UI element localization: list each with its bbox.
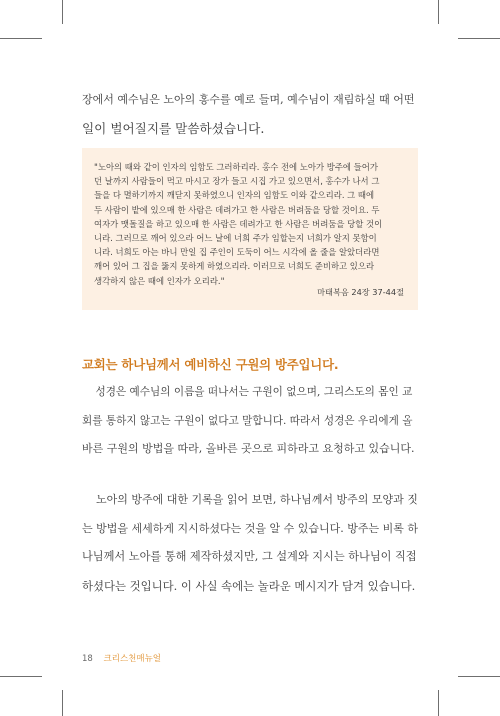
crop-mark: [62, 690, 63, 716]
crop-mark: [0, 38, 42, 39]
text-line: 나님께서 노아를 통해 제작하셨지만, 그 설계와 지시는 하나님이 직접: [82, 550, 417, 563]
quote-line: "노아의 때와 같이 인자의 임함도 그러하리라. 홍수 전에 노아가 방주에 들어가: [94, 162, 378, 172]
quote-line: 던 날까지 사람들이 먹고 마시고 장가 들고 시집 가고 있으면서, 홍수가 나서 그: [94, 176, 380, 187]
text-line: 바른 구원의 방법을 따라, 올바른 곳으로 피하라고 요청하고 있습니다.: [82, 442, 415, 455]
crop-mark: [458, 676, 500, 677]
text-line: 하셨다는 것입니다. 이 사실 속에는 놀라운 메시지가 담겨 있습니다.: [82, 578, 416, 593]
scripture-quote-box: [82, 148, 418, 310]
page-number: 18: [82, 654, 93, 664]
text-line: 성경은 예수님의 이름을 떠나서는 구원이 없으며, 그리스도의 몸인 교: [82, 386, 413, 398]
scripture-reference: 마태복음 24장 37-44절: [317, 287, 404, 297]
text-line: 회를 통하지 않고는 구원이 없다고 말합니다. 따라서 성경은 우리에게 올: [82, 414, 413, 427]
text-line: 장에서 예수님은 노아의 홍수를 예로 들며, 예수님이 재림하실 때 어떤: [82, 93, 415, 106]
quote-line: 들을 다 멸하기까지 깨닫지 못하였으니 인자의 임함도 이와 같으리라. 그 때에: [94, 190, 375, 201]
crop-mark: [438, 0, 439, 24]
body-paragraph-salvation: [82, 378, 418, 464]
text-line: 노아의 방주에 대한 기록을 읽어 보면, 하나님께서 방주의 모양과 짓: [82, 493, 418, 506]
body-paragraph-intro: [82, 86, 418, 143]
section-heading: 교회는 하나님께서 예비하신 구원의 방주입니다.: [82, 357, 339, 372]
quote-line: 생각하지 않은 때에 인자가 오리라.": [94, 275, 225, 286]
crop-mark: [0, 676, 42, 677]
crop-mark: [438, 690, 439, 716]
text-line: 는 방법을 세세하게 지시하셨다는 것을 알 수 있습니다. 방주는 비록 하: [82, 521, 418, 535]
text-line: 일이 벌어질지를 말씀하셨습니다.: [82, 120, 265, 136]
quote-line: 두 사람이 밭에 있으매 한 사람은 데려가고 한 사람은 버려둠을 당할 것이요. 두: [94, 204, 380, 215]
quote-line: 깨어 있어 그 집을 뚫지 못하게 하였으리라. 이러므로 너희도 준비하고 있으라: [94, 261, 375, 272]
crop-mark: [62, 0, 63, 24]
quote-line: 여자가 맷돌질을 하고 있으매 한 사람은 데려가고 한 사람은 버려둠을 당할 것이: [94, 218, 383, 229]
page-footer: [82, 652, 161, 664]
body-paragraph-ark: [82, 486, 418, 600]
quote-line: 니라. 너희도 아는 바니 만일 집 주인이 도둑이 어느 시각에 올 줄을 알았더라면: [94, 247, 380, 258]
crop-mark: [458, 38, 500, 39]
quote-line: 니라. 그러므로 깨어 있으라 어느 날에 너희 주가 임할는지 너희가 알지 못함이: [94, 233, 377, 244]
book-title: 크리스천매뉴얼: [103, 654, 162, 664]
